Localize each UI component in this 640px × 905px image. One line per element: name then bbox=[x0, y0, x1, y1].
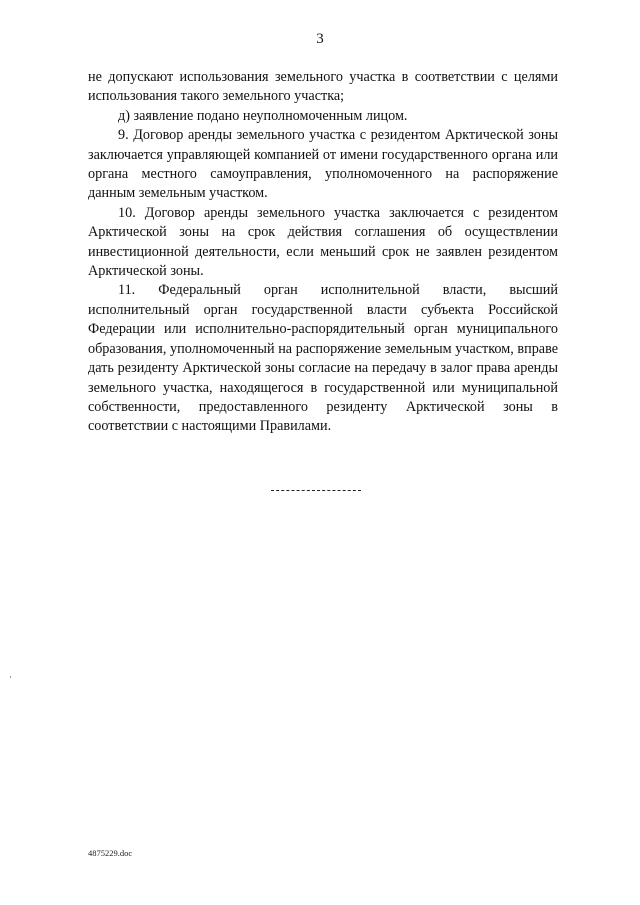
file-reference: 4875229.doc bbox=[88, 848, 133, 858]
paragraph-9: 9. Договор аренды земельного участка с резидентом Арктической зоны заключается управляющей компанией от имени государственного органа или органа местного самоуправления, уполномоченного на распоряжение данным земельным участком. bbox=[88, 127, 558, 202]
margin-mark bbox=[10, 676, 11, 678]
paragraph-continuation: не допускают использования земельного участка в соответствии с целями использования такого земельного участка; bbox=[88, 69, 558, 105]
page-number: 3 bbox=[316, 31, 324, 47]
paragraph-11: 11. Федеральный орган исполнительной власти, высший исполнительный орган государственной власти субъекта Российской Федерации или исполнительно-распорядительный орган муниципального образования, уполномоченный на распоряжение земельным участком, вправе дать резиденту Арктической зоны согласие на передачу в залог права аренды земельного участка, находящегося в государственной или муниципальной собственности, предоставленного резиденту Арктической зоны в соответствии с настоящими Правилами. bbox=[88, 282, 558, 435]
paragraph-10: 10. Договор аренды земельного участка заключается с резидентом Арктической зоны на срок действия соглашения об осуществлении инвестиционной деятельности, если меньший срок не заявлен резидентом Арктической зоны. bbox=[88, 204, 558, 280]
paragraph-item-d: д) заявление подано неуполномоченным лицом. bbox=[118, 107, 408, 124]
document-body bbox=[88, 68, 558, 437]
end-separator bbox=[271, 490, 361, 491]
